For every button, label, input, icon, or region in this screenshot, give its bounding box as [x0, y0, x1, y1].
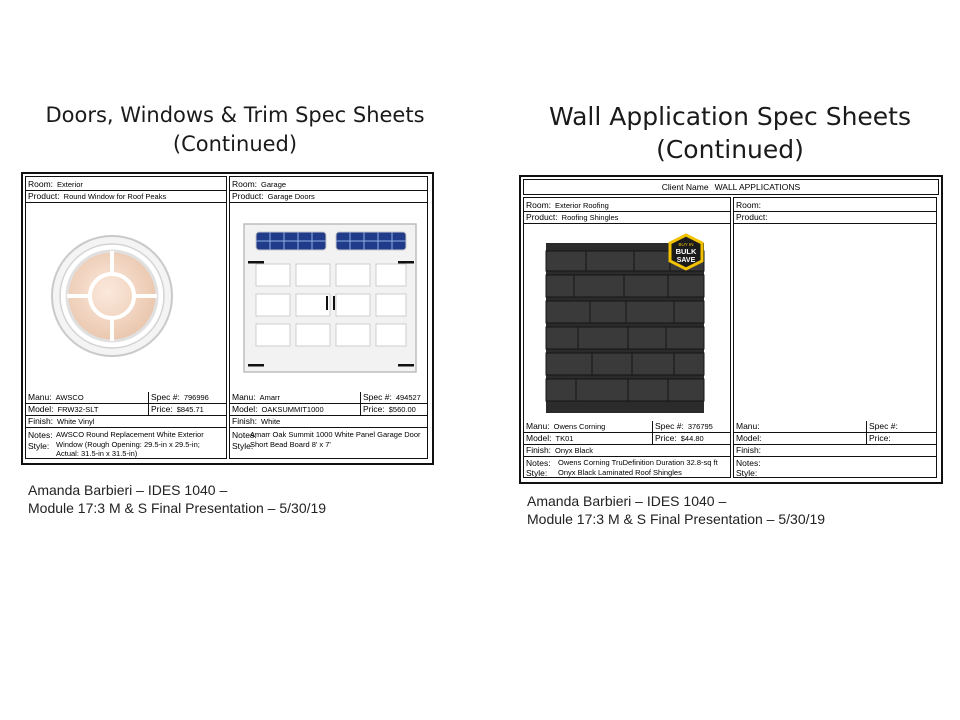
garage-door-image [230, 204, 427, 390]
product-value: Round Window for Roof Peaks [63, 192, 167, 201]
model-label: Model: [736, 433, 762, 443]
room-value: Exterior Roofing [555, 201, 609, 210]
model-value: TK01 [555, 434, 574, 443]
spec-column-empty [733, 197, 937, 478]
price-label: Price: [363, 404, 385, 414]
finish-value: White [261, 417, 281, 426]
left-title-line2: (Continued) [172, 132, 298, 156]
finish-row [26, 416, 226, 428]
price-value: $560.00 [388, 405, 416, 414]
spec-value: 376795 [687, 422, 713, 431]
left-title-line1: Doors, Windows & Trim Spec Sheets [45, 103, 425, 127]
product-row [26, 191, 226, 203]
product-label: Product: [28, 191, 60, 201]
finish-row [524, 445, 730, 457]
room-row [524, 200, 730, 212]
garage-door-icon [230, 204, 425, 390]
spec-label: Spec #: [655, 421, 684, 431]
notes-row [524, 457, 730, 477]
price-value: $845.71 [176, 405, 204, 414]
round-window-icon [26, 204, 224, 390]
bulk-save-badge [670, 235, 702, 269]
right-title-line2: (Continued) [656, 135, 804, 164]
room-value: Garage [261, 180, 287, 189]
spec-column-garage-door [229, 176, 428, 459]
right-slide-title [520, 100, 940, 166]
model-row [734, 433, 936, 445]
style-label: Style: [736, 468, 758, 478]
price-label: Price: [655, 433, 677, 443]
round-window-image [26, 204, 226, 390]
spec-label: Spec #: [363, 392, 392, 402]
model-label: Model: [526, 433, 552, 443]
room-label: Room: [526, 200, 552, 210]
product-value: Garage Doors [267, 192, 315, 201]
badge-line1: BUY IN [678, 242, 694, 247]
product-label: Product: [526, 212, 558, 222]
room-label: Room: [232, 179, 258, 189]
notes-label: Notes: [28, 430, 53, 440]
finish-label: Finish: [526, 445, 552, 455]
badge-line3: SAVE [676, 257, 696, 264]
price-label: Price: [869, 433, 891, 443]
finish-value: Onyx Black [555, 446, 593, 455]
spec-column-roofing-shingles [523, 197, 731, 478]
product-value: Roofing Shingles [561, 213, 619, 222]
model-label: Model: [232, 404, 258, 414]
notes-row [26, 428, 226, 458]
room-value: Exterior [57, 180, 83, 189]
product-label: Product: [736, 212, 768, 222]
model-row [230, 404, 427, 416]
model-row [524, 433, 730, 445]
doors-windows-spec-sheet [21, 172, 434, 465]
left-caption [28, 481, 326, 517]
spec-value: 796996 [183, 393, 209, 402]
product-row [230, 191, 427, 203]
notes-row [734, 457, 936, 477]
wall-application-spec-sheet [519, 175, 943, 484]
client-name-label: Client Name [661, 182, 709, 192]
price-label: Price: [151, 404, 173, 414]
price-value: $44.80 [680, 434, 704, 443]
style-label: Style: [28, 441, 50, 451]
manu-label: Manu: [526, 421, 550, 431]
manu-value: Amarr [259, 393, 281, 402]
model-value: OAKSUMMIT1000 [261, 405, 324, 414]
finish-label: Finish: [232, 416, 258, 426]
left-caption-line1: Amanda Barbieri – IDES 1040 – [28, 482, 228, 498]
room-label: Room: [736, 200, 762, 210]
model-label: Model: [28, 404, 54, 414]
notes-value: Owens Corning TruDefinition Duration 32.8-sq ft Onyx Black Laminated Roof Shingles [558, 458, 718, 477]
spec-label: Spec #: [151, 392, 180, 402]
finish-row [734, 445, 936, 457]
client-name-value: WALL APPLICATIONS [714, 182, 801, 192]
manu-row [734, 421, 936, 433]
manu-row [230, 392, 427, 404]
roof-shingles-icon [524, 225, 728, 419]
room-row [26, 179, 226, 191]
model-value: FRW32-SLT [57, 405, 99, 414]
notes-label: Notes: [736, 458, 761, 468]
notes-label: Notes: [526, 458, 551, 468]
spec-column-round-window [25, 176, 227, 459]
manu-value: Owens Corning [553, 422, 606, 431]
notes-label: Notes: [232, 430, 257, 440]
product-label: Product: [232, 191, 264, 201]
spec-label: Spec #: [869, 421, 898, 431]
left-caption-line2: Module 17:3 M & S Final Presentation – 5/30/19 [28, 500, 327, 516]
manu-row [26, 392, 226, 404]
finish-row [230, 416, 427, 428]
empty-image-area [734, 225, 936, 419]
product-row [734, 212, 936, 224]
manu-label: Manu: [232, 392, 256, 402]
product-row [524, 212, 730, 224]
room-row [734, 200, 936, 212]
notes-value: Amarr Oak Summit 1000 White Panel Garage Door Short Bead Board 8' x 7' [250, 430, 421, 449]
style-label: Style: [232, 441, 254, 451]
right-caption-line2: Module 17:3 M & S Final Presentation – 5/30/19 [527, 511, 826, 527]
right-title-line1: Wall Application Spec Sheets [548, 102, 912, 131]
style-label: Style: [526, 468, 548, 478]
room-label: Room: [28, 179, 54, 189]
right-caption-line1: Amanda Barbieri – IDES 1040 – [527, 493, 727, 509]
spec-value: 494527 [395, 393, 421, 402]
manu-value: AWSCO [55, 393, 84, 402]
manu-label: Manu: [28, 392, 52, 402]
room-row [230, 179, 427, 191]
model-row [26, 404, 226, 416]
notes-value: AWSCO Round Replacement White Exterior Window (Rough Opening: 29.5-in x 29.5-in; Actual: 31.5-in x 31.5-in) [56, 430, 204, 458]
manu-row [524, 421, 730, 433]
badge-line2: BULK [675, 247, 697, 256]
left-slide-title [20, 101, 450, 159]
right-caption [527, 492, 825, 528]
manu-label: Manu: [736, 421, 760, 431]
client-name-bar [523, 179, 939, 195]
finish-label: Finish: [28, 416, 54, 426]
finish-label: Finish: [736, 445, 762, 455]
finish-value: White Vinyl [57, 417, 95, 426]
notes-row [230, 428, 427, 458]
roof-shingles-image [524, 225, 730, 419]
